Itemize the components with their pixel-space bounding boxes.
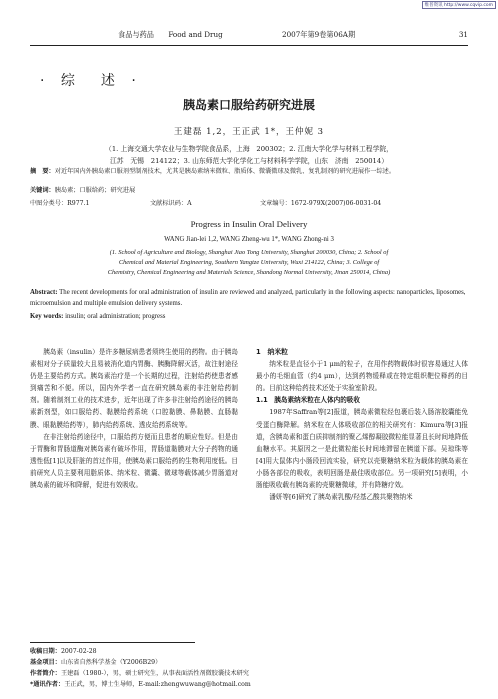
footnote-label: *通讯作者： [30, 681, 65, 688]
footnote-received [30, 646, 468, 657]
keywords-cn [30, 186, 468, 196]
footnote-text: 2007-02-28 [60, 648, 97, 655]
authors-cn: 王建磊 1,2，王正武 1*，王仲妮 3 [173, 127, 325, 137]
clc-number: 中图分类号：R977.1 [30, 200, 90, 207]
affiliation-en-line-2: Chemical and Material Engineering, Southern Yangtze University, Wuxi 214122, China; 3. College of [118, 259, 380, 266]
affiliation-line-1: （1. 上海交通大学农业与生物学院食品系，上海 200302；2. 江南大学化学与材料工程学院， [105, 145, 393, 153]
keywords-en-label: Key words: [30, 313, 64, 320]
abstract-cn-label: 摘 要： [30, 168, 55, 175]
paper-title: 胰岛素口服给药研究进展 [182, 98, 315, 112]
abstract-cn [30, 167, 468, 177]
abstract-cn-text: 对近年国内外胰岛素口服剂型制剂技术，尤其是胰岛素纳米微粒、脂质体、微囊微球及微乳、复乳制剂的研究进展作一综述。 [54, 168, 396, 175]
body-paragraph: 1987年Saffran等[2]报道，胰岛素微粒经包裹后装入肠溶胶囊能免受蛋白酶降解。纳米粒在人体吸收部位的相关研究有：Kimura等[3]报道，含胰岛素和蛋白质抑制剂的聚乙烯醇凝胶微粒能显著且长时间地降低血糖水平。其原因之一是此微粒能长时间地滞留在胰道下部。吴琼珠等[4]用大鼠体内小肠段回流实验，研究以壳聚糖纳米粒为载体的胰岛素在小肠各部位的吸收，表明回肠是最佳吸收部位。另一项研究[5]表明，小肠能吸收载有胰岛素的壳聚糖微球，并有降糖疗效。 [256, 408, 468, 490]
footnote-rule [30, 642, 195, 643]
journal-name: 食品与药品 Food and Drug [118, 30, 223, 39]
subsection-heading-absorption: 1.1 胰岛素纳米粒在人体内的吸收 [256, 396, 360, 405]
issue-info: 2007年第9卷第06A期 [282, 30, 356, 39]
affiliation-en-line-1: (1. School of Agriculture and Biology, Shanghai Jiao Tong University, Shanghai 200030, China; 2. School of [109, 249, 389, 256]
footnote-label: 收稿日期： [30, 648, 61, 655]
section-heading-nanoparticles: 1 纳米粒 [256, 348, 288, 356]
paper-title-en: Progress in Insulin Oral Delivery [190, 219, 308, 229]
footnote-label: 作者简介： [30, 670, 61, 677]
body-left-column [30, 346, 238, 491]
running-header [30, 30, 468, 44]
keywords-cn-label: 关键词： [30, 187, 55, 194]
keywords-en-text: insulin; oral administration; progress [65, 313, 166, 320]
body-paragraph: 纳米粒是直径小于1 μm的粒子，在用作药物载体时很容易通过人体最小的毛细血管（约4 μm），达到药物缓释或在特定组织靶位释药的目的。目前这种给药技术还处于实验室阶段。 [256, 360, 468, 393]
footnote-author [30, 668, 468, 679]
affiliation-en-line-3: Chemistry, Chemical Engineering and Materials Science, Shandong Normal University, Jinan 250014, China) [107, 269, 391, 276]
section-label: · 综 述 · [40, 73, 142, 89]
keywords-en [30, 313, 468, 320]
authors-en: WANG Jian-lei 1,2, WANG Zheng-wu 1*, WANG Zhong-ni 3 [164, 236, 334, 243]
abstract-en-label: Abstract: [30, 289, 58, 296]
keywords-cn-text: 胰岛素；口服给药；研究进展 [54, 187, 136, 194]
page-number: 31 [458, 30, 468, 39]
footnote-fund [30, 657, 468, 668]
article-number: 文章编号：1672-979X(2007)06-0031-04 [260, 200, 382, 207]
body-paragraph: 在非注射给药途径中，口服给药方便而且患者的顺应性好。但是由于胃酶和胃肠道酶对胰岛素有破坏作用，胃肠道黏膜对大分子药物的通透性低[1]以及肝脏的首过作用，使胰岛素口服给药的生物利用度低。目前研究人员主要利用脂质体、纳米粒、微囊、微球等载体减少胃肠道对胰岛素的破坏和降解，促进有效吸收。 [30, 432, 238, 490]
body-paragraph: 胰岛素（insulin）是许多糖尿病患者须终生使用的药物。由于胰岛素相对分子质量较大且易被消化道内胃酶、胰酶降解灭活，故注射途径仍是主要给药方式。胰岛素治疗是一个长期的过程，注射给药使患者感到痛苦和不便。所以，国内外学者一直在研究胰岛素的非注射给药制剂。随着制剂工业的技术进步，近年出现了许多非注射给药途径的胰岛素新剂型，如口服给药、黏膜给药系统（口腔黏膜、鼻黏膜、直肠黏膜、眼黏膜给药等），肺内给药系统、透皮给药系统等。 [30, 348, 238, 429]
footnote-label: 基金项目： [30, 659, 61, 666]
footnote-text: 山东省自然科学基金（Y2006B29） [60, 659, 162, 666]
abstract-en-text: The recent developments for oral administration of insulin are reviewed and analyzed, particularly in the following aspects: nanoparticles, liposomes, microemulsion and multiple emulsion delivery systems. [30, 289, 466, 307]
watermark: 维普资讯 http://www.cqvip.com [422, 1, 496, 9]
abstract-en [30, 288, 468, 309]
document-code: 文献标识码：A [150, 200, 192, 207]
footnote-text: 王建磊（1980-），男，硕士研究生，从事表面活性剂微胶囊技术研究 [60, 670, 249, 677]
footnote-text: 王正武，男，博士生导师，E-mail:zhengwuwang@hotmail.com [64, 681, 251, 688]
header-rule [30, 45, 468, 46]
body-right-column [256, 346, 468, 503]
affiliation-line-2: 江苏 无锡 214122；3. 山东师范大学化学化工与材料科学学院，山东 济南 250014） [109, 157, 389, 165]
footnote-corresponding [30, 679, 468, 690]
body-paragraph: 潘妍等[6]研究了胰岛素乳酸/羟基乙酸共聚物纳米 [269, 493, 413, 502]
